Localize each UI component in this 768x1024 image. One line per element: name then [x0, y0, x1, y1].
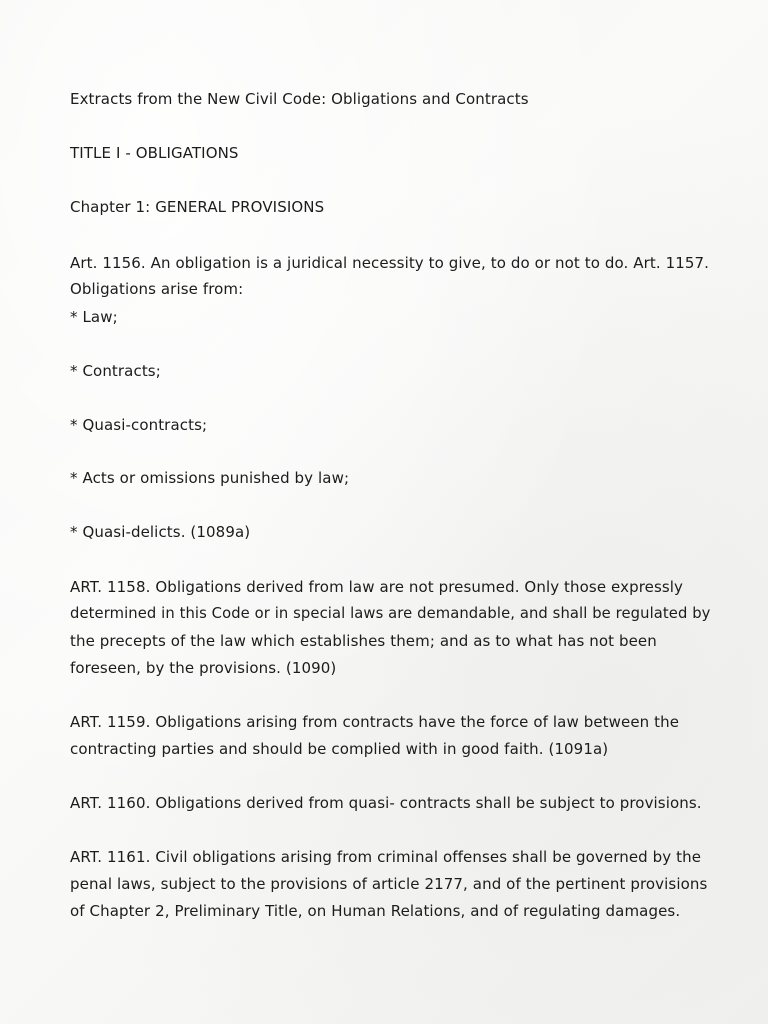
article-1160-line-1: ART. 1160. Obligations derived from quasi- contracts shall be subject to provisions. — [70, 794, 702, 812]
article-1158-line-4: foreseen, by the provisions. (1090) — [70, 659, 337, 677]
title-heading: TITLE I - OBLIGATIONS — [70, 144, 239, 162]
document-heading: Extracts from the New Civil Code: Obligations and Contracts — [70, 90, 529, 108]
article-1161-line-2: penal laws, subject to the provisions of article 2177, and of the pertinent provisions — [70, 875, 708, 893]
article-1156-line-2: Obligations arise from: — [70, 280, 244, 298]
list-item-acts-omissions: * Acts or omissions punished by law; — [70, 469, 350, 487]
list-item-law: * Law; — [70, 308, 118, 326]
article-1158-line-2: determined in this Code or in special laws are demandable, and shall be regulated by — [70, 605, 711, 622]
article-1158-line-3: the precepts of the law which establishes them; and as to what has not been — [70, 632, 657, 650]
article-1159-line-1: ART. 1159. Obligations arising from contracts have the force of law between the — [70, 713, 680, 731]
article-1156-line-1: Art. 1156. An obligation is a juridical necessity to give, to do or not to do. Art. 1157. — [70, 254, 710, 272]
article-1161-line-3: of Chapter 2, Preliminary Title, on Human Relations, and of regulating damages. — [70, 902, 681, 920]
list-item-quasi-delicts: * Quasi-delicts. (1089a) — [70, 523, 251, 541]
chapter-heading: Chapter 1: GENERAL PROVISIONS — [70, 198, 325, 216]
article-1159-line-2: contracting parties and should be complied with in good faith. (1091a) — [70, 740, 609, 758]
list-item-quasi-contracts: * Quasi-contracts; — [70, 416, 208, 434]
article-1158-line-1: ART. 1158. Obligations derived from law are not presumed. Only those expressly — [70, 578, 684, 596]
article-1161-line-1: ART. 1161. Civil obligations arising from criminal offenses shall be governed by the — [70, 848, 702, 866]
list-item-contracts: * Contracts; — [70, 362, 161, 380]
